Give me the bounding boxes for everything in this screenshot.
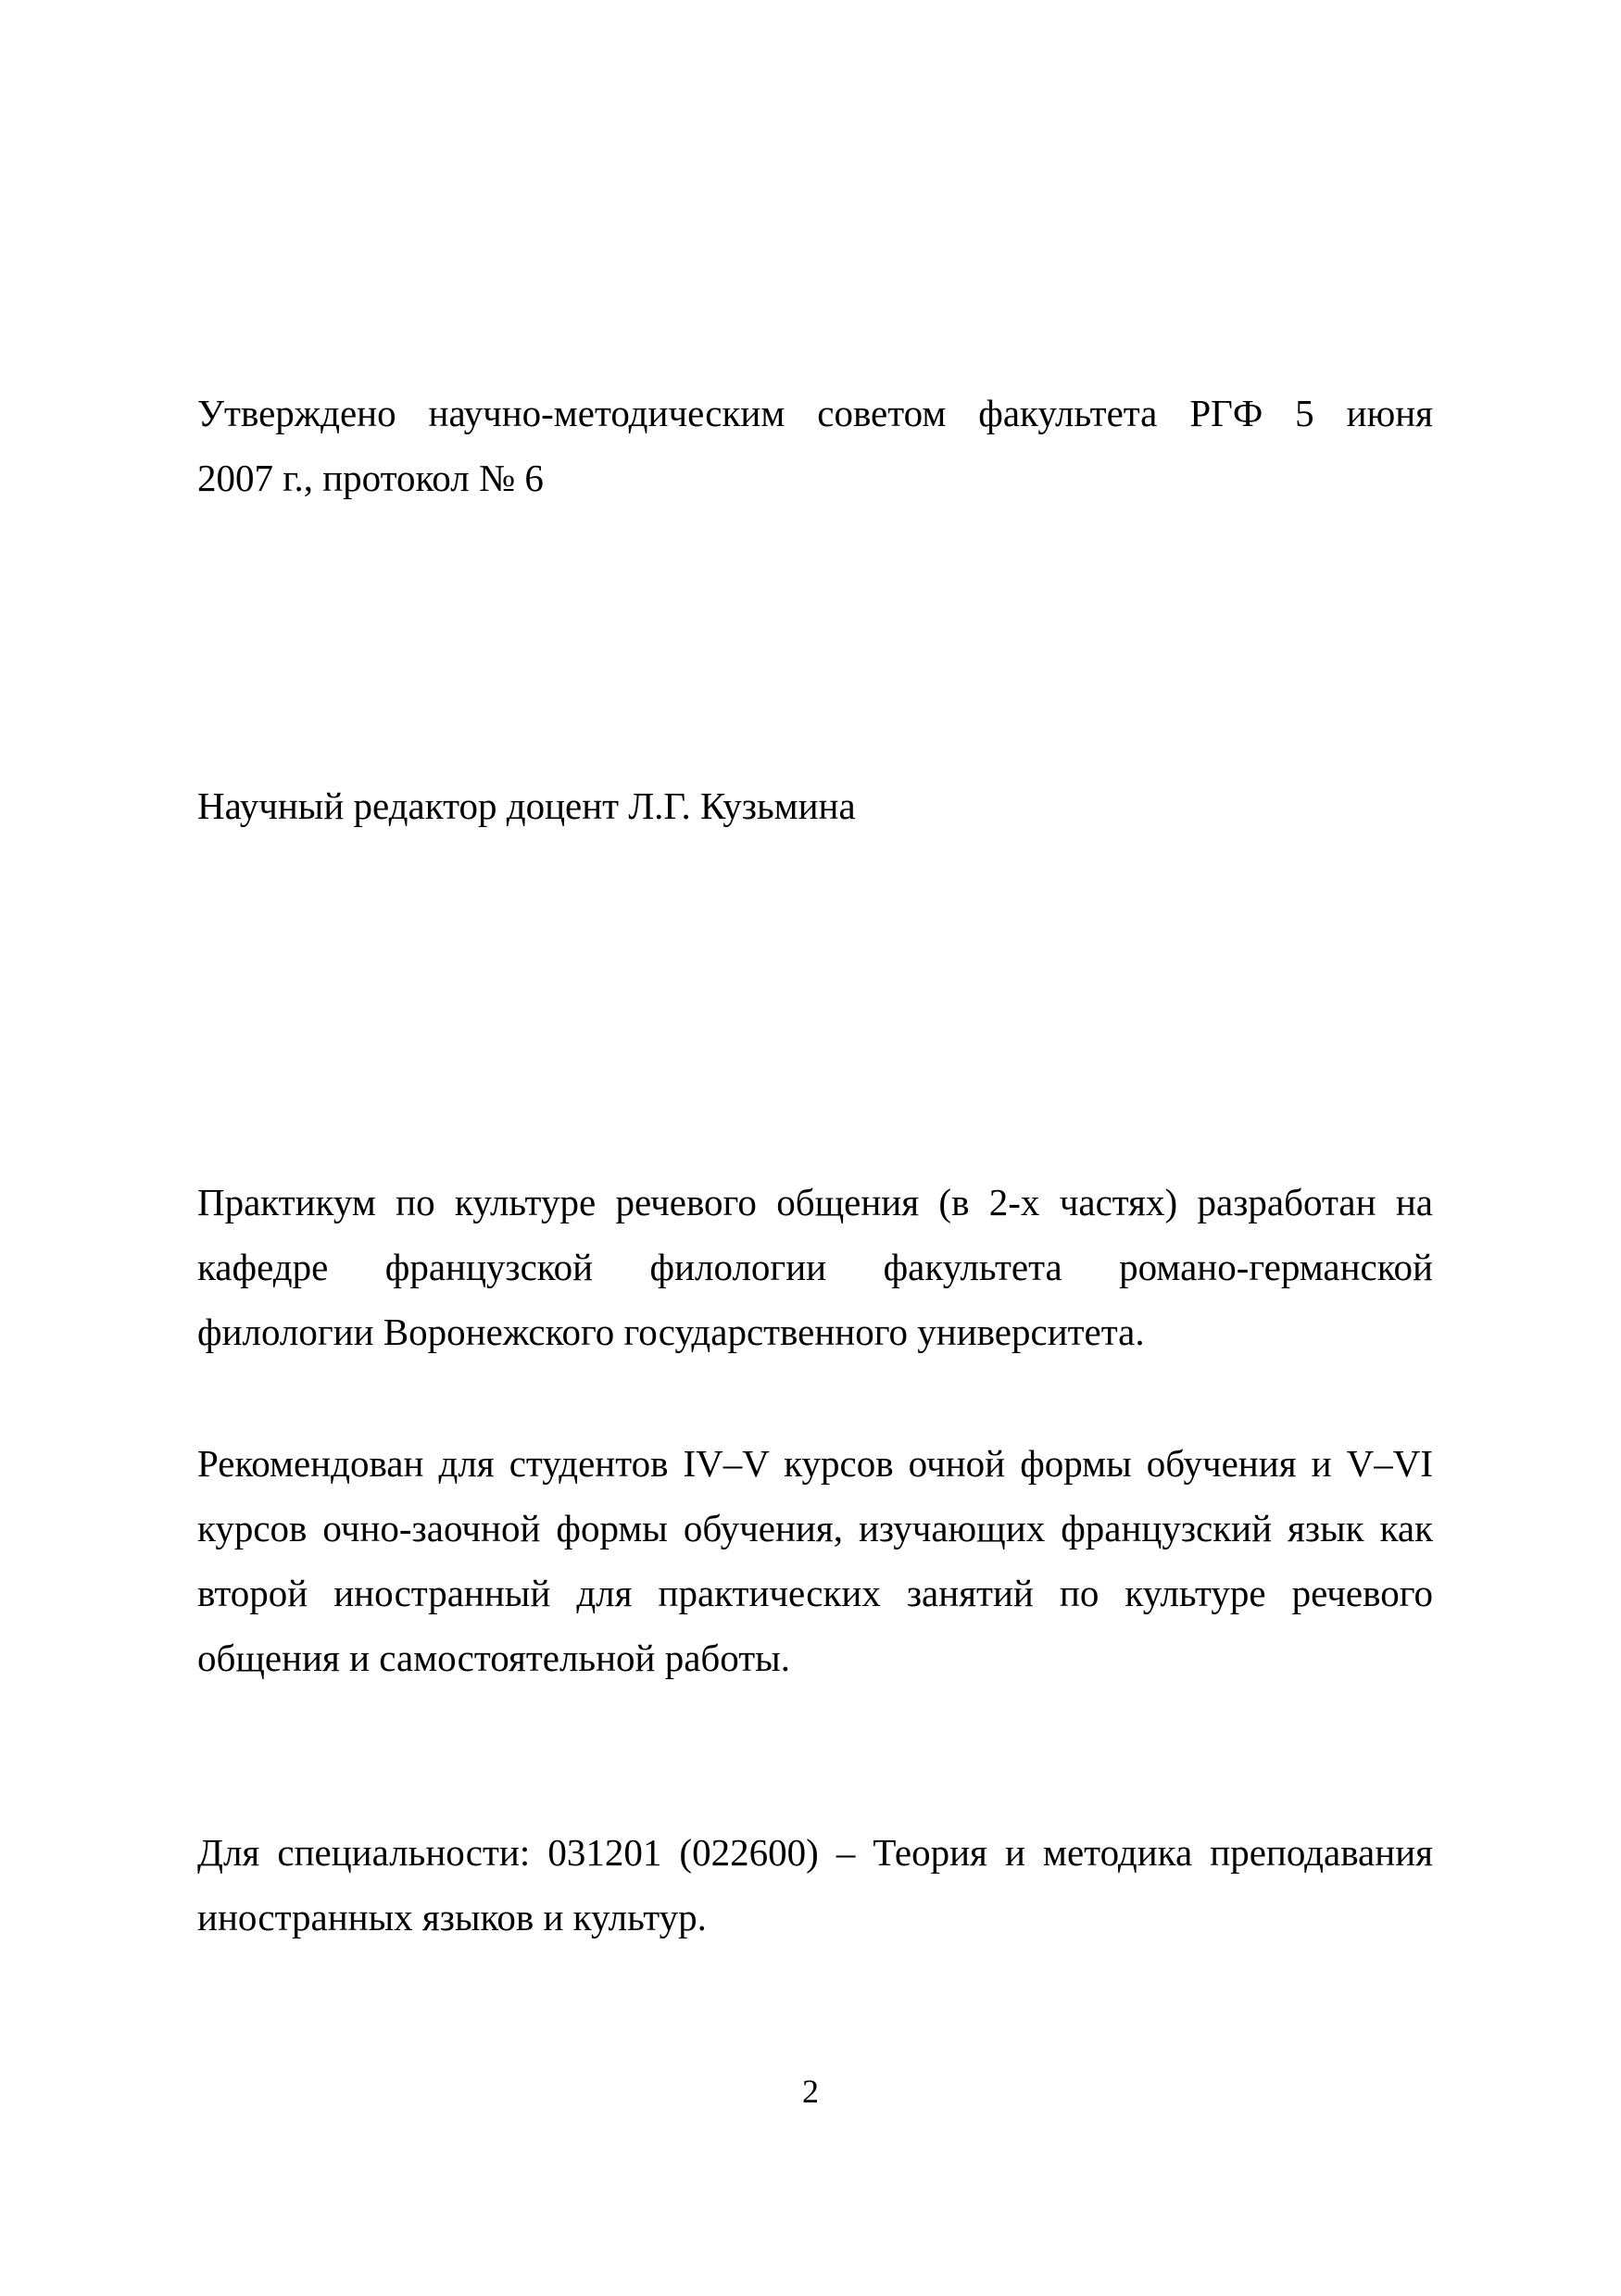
editor-paragraph <box>197 773 1433 838</box>
approval-paragraph <box>197 381 1433 510</box>
practicum-line-2: кафедре французской филологии факультета романо-германской <box>197 1246 1433 1288</box>
practicum-line-3: филологии Воронежского государственного университета. <box>197 1311 1145 1353</box>
page-number: 2 <box>802 2073 819 2110</box>
specialty-paragraph <box>197 1820 1433 1950</box>
approval-line-2: 2007 г., протокол № 6 <box>197 457 544 499</box>
practicum-paragraph <box>197 1170 1433 1364</box>
recommended-line-3: второй иностранный для практических занятий по культуре речевого <box>197 1572 1433 1614</box>
approval-line-1: Утверждено научно-методическим советом факультета РГФ 5 июня <box>197 392 1433 434</box>
recommended-paragraph <box>197 1431 1433 1690</box>
recommended-line-1: Рекомендован для студентов IV–V курсов очной формы обучения и V–VI <box>197 1442 1433 1485</box>
specialty-line-2: иностранных языков и культур. <box>197 1896 707 1938</box>
recommended-line-2: курсов очно-заочной формы обучения, изучающих французский язык как <box>197 1507 1433 1549</box>
specialty-line-1: Для специальности: 031201 (022600) – Теория и методика преподавания <box>197 1831 1433 1874</box>
recommended-line-4: общения и самостоятельной работы. <box>197 1637 790 1679</box>
editor-line-1: Научный редактор доцент Л.Г. Кузьмина <box>197 784 856 827</box>
practicum-line-1: Практикум по культуре речевого общения (в 2-х частях) разработан на <box>197 1181 1433 1223</box>
